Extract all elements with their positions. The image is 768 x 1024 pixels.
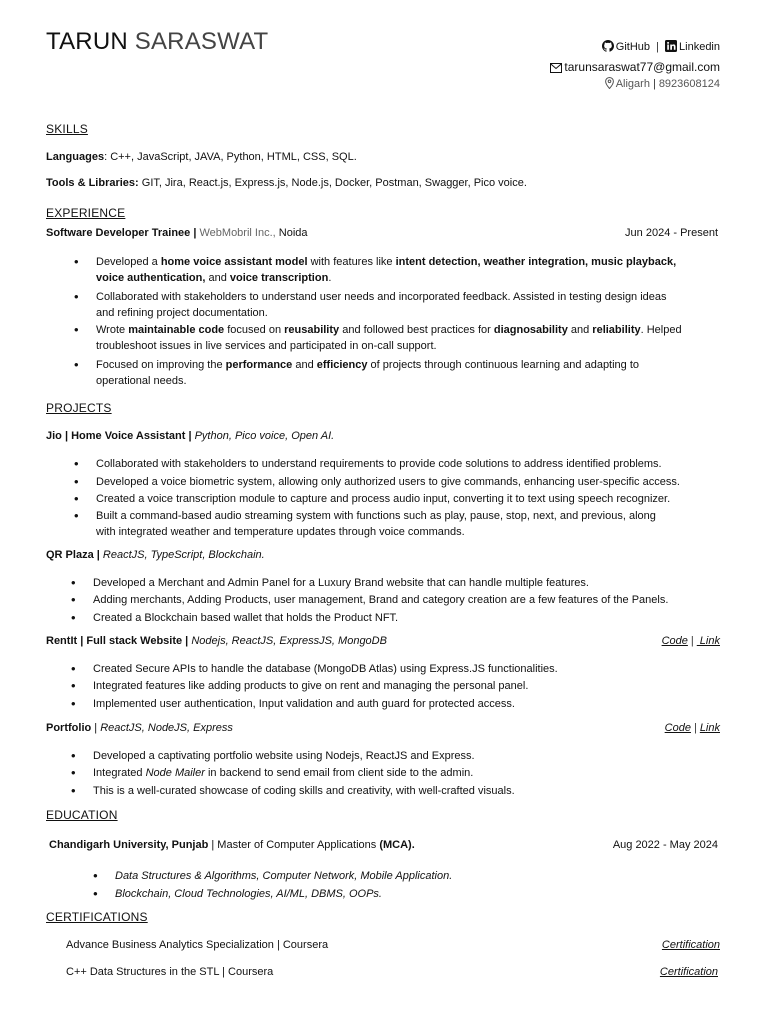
link-divider: | bbox=[690, 635, 694, 647]
link-divider: | bbox=[656, 41, 659, 53]
project-title-rentit bbox=[46, 635, 387, 647]
candidate-name bbox=[46, 28, 268, 56]
social-links bbox=[602, 40, 720, 55]
project-name: QR Plaza | bbox=[46, 549, 100, 561]
project-bullet: • Developed a voice biometric system, allowing only authorized users to give commands, enhancing user-specific access. bbox=[96, 474, 721, 490]
experience-heading: EXPERIENCE bbox=[46, 206, 126, 220]
tools-value: GIT, Jira, React.js, Express.js, Node.js, Docker, Postman, Swagger, Pico voice. bbox=[138, 177, 527, 189]
text: Focused on improving the bbox=[96, 359, 226, 371]
text: and followed best practices for bbox=[339, 324, 494, 336]
portfolio-live-link[interactable]: Link bbox=[699, 722, 720, 734]
text: Developed a bbox=[96, 256, 161, 268]
certification-name: Advance Business Analytics Specialization | Coursera bbox=[66, 939, 329, 951]
text: Built a command-based audio streaming system with functions such as play, pause, stop, next, and previous, along bbox=[96, 510, 656, 522]
github-icon bbox=[602, 40, 614, 55]
project-tech: Nodejs, ReactJS, ExpressJS, MongoDB bbox=[188, 635, 387, 647]
location-row bbox=[605, 77, 720, 92]
project-tech: Python, Pico voice, Open AI. bbox=[191, 430, 335, 442]
certification-link[interactable]: Certification bbox=[659, 966, 718, 978]
certification-name: C++ Data Structures in the STL | Coursera bbox=[66, 966, 274, 978]
project-bullet: • Implemented user authentication, Input validation and auth guard for protected access. bbox=[93, 696, 718, 712]
separator: | bbox=[91, 722, 98, 734]
text: . Helped bbox=[640, 324, 682, 336]
course-item: • Blockchain, Cloud Technologies, AI/ML, DBMS, OOPs. bbox=[115, 886, 715, 902]
text: and refining project documentation. bbox=[96, 307, 268, 319]
portfolio-links bbox=[665, 722, 720, 734]
projects-heading: PROJECTS bbox=[46, 401, 112, 415]
text: reliability bbox=[592, 324, 641, 336]
text: Integrated bbox=[93, 767, 146, 779]
email-link[interactable]: tarunsaraswat77@gmail.com bbox=[564, 60, 720, 74]
email-row bbox=[550, 60, 720, 76]
skills-languages bbox=[46, 151, 357, 163]
project-tech: ReactJS, NodeJS, Express bbox=[97, 722, 233, 734]
link-divider: | bbox=[693, 722, 697, 734]
location-divider: | bbox=[652, 78, 656, 90]
text: diagnosability bbox=[493, 324, 568, 336]
experience-date: Jun 2024 - Present bbox=[625, 227, 718, 239]
text: performance bbox=[225, 359, 293, 371]
text: and bbox=[292, 359, 317, 371]
project-bullet bbox=[96, 508, 721, 540]
text: troubleshoot issues in live services and participated in on-call support. bbox=[96, 340, 437, 352]
text: with features like bbox=[307, 256, 396, 268]
text: with integrated weather and temperature updates through voice commands. bbox=[96, 526, 465, 538]
text: and bbox=[205, 272, 230, 284]
project-tech: ReactJS, TypeScript, Blockchain. bbox=[99, 549, 265, 561]
experience-bullet bbox=[96, 289, 721, 321]
experience-role-line bbox=[46, 227, 308, 239]
certification-link[interactable]: Certification bbox=[661, 939, 720, 951]
education-date: Aug 2022 - May 2024 bbox=[612, 839, 718, 851]
project-title-qrplaza bbox=[46, 549, 265, 561]
project-title-jio bbox=[46, 430, 334, 442]
linkedin-icon bbox=[665, 40, 677, 55]
text: home voice assistant model bbox=[160, 256, 308, 268]
certifications-heading: CERTIFICATIONS bbox=[46, 910, 148, 924]
project-bullet: • Integrated features like adding products to give on rent and managing the personal panel. bbox=[93, 678, 718, 694]
project-name: RentIt | Full stack Website | bbox=[46, 635, 189, 647]
role-title: Software Developer Trainee | bbox=[46, 227, 197, 239]
project-bullet: • Created a voice transcription module to capture and process audio input, converting it to text using speech recognizer. bbox=[96, 491, 721, 507]
job-location: Noida bbox=[278, 227, 308, 239]
location: Aligarh bbox=[615, 78, 650, 90]
text: Wrote bbox=[96, 324, 129, 336]
text: voice transcription bbox=[229, 272, 329, 284]
mail-icon bbox=[550, 62, 562, 76]
degree-short: (MCA). bbox=[379, 839, 415, 851]
text: operational needs. bbox=[96, 375, 187, 387]
skills-heading: SKILLS bbox=[46, 122, 88, 136]
location-pin-icon bbox=[605, 77, 614, 92]
last-name: SARASWAT bbox=[134, 28, 269, 55]
project-bullet: • Developed a Merchant and Admin Panel for a Luxury Brand website that can handle multiple features. bbox=[93, 575, 718, 591]
experience-bullet bbox=[96, 254, 716, 286]
project-bullet: • Created a Blockchain based wallet that holds the Product NFT. bbox=[93, 610, 718, 626]
experience-bullet bbox=[96, 322, 721, 354]
project-bullet: • Developed a captivating portfolio website using Nodejs, ReactJS and Express. bbox=[93, 748, 718, 764]
project-bullet: • Collaborated with stakeholders to understand requirements to provide code solutions to address identified problems. bbox=[96, 456, 721, 472]
phone: 8923608124 bbox=[658, 78, 720, 90]
tools-label: Tools & Libraries: bbox=[46, 177, 139, 189]
text: and bbox=[567, 324, 593, 336]
education-heading: EDUCATION bbox=[46, 808, 118, 822]
company-name: WebMobril Inc., bbox=[199, 227, 276, 239]
rentit-links bbox=[662, 635, 720, 647]
project-bullet: • Adding merchants, Adding Products, user management, Brand and category creation are a few features of the Panels. bbox=[93, 592, 718, 608]
school-name: Chandigarh University, Punjab bbox=[49, 839, 209, 851]
education-line bbox=[49, 839, 415, 851]
project-name: Jio | Home Voice Assistant | bbox=[46, 430, 192, 442]
degree: | Master of Computer Applications bbox=[208, 839, 380, 851]
text: efficiency bbox=[316, 359, 368, 371]
text: focused on bbox=[224, 324, 285, 336]
experience-bullet bbox=[96, 357, 721, 389]
project-name: Portfolio bbox=[46, 722, 92, 734]
linkedin-link[interactable]: Linkedin bbox=[679, 41, 720, 53]
rentit-live-link[interactable]: Link bbox=[696, 635, 720, 647]
text: of projects through continuous learning and adapting to bbox=[367, 359, 640, 371]
text: . bbox=[328, 272, 332, 284]
text: voice authentication, bbox=[96, 272, 206, 284]
text: reusability bbox=[284, 324, 340, 336]
github-link[interactable]: GitHub bbox=[615, 41, 651, 53]
languages-label: Languages bbox=[46, 151, 105, 163]
languages-value: : C++, JavaScript, JAVA, Python, HTML, CSS, SQL. bbox=[104, 151, 357, 163]
skills-tools bbox=[46, 177, 527, 189]
text: maintainable code bbox=[128, 324, 225, 336]
project-bullet bbox=[93, 765, 718, 781]
rentit-code-link[interactable]: Code bbox=[661, 635, 688, 647]
text: intent detection, weather integration, music playback, bbox=[395, 256, 677, 268]
course-item: • Data Structures & Algorithms, Computer Network, Mobile Application. bbox=[115, 868, 715, 884]
project-title-portfolio bbox=[46, 722, 233, 734]
text: Node Mailer bbox=[145, 767, 205, 779]
text: in backend to send email from client side to the admin. bbox=[204, 767, 474, 779]
first-name: TARUN bbox=[46, 28, 128, 55]
portfolio-code-link[interactable]: Code bbox=[664, 722, 691, 734]
text: Collaborated with stakeholders to understand user needs and incorporated feedback. Assisted in testing design ideas bbox=[96, 291, 667, 303]
project-bullet: • This is a well-curated showcase of coding skills and creativity, with well-crafted visuals. bbox=[93, 783, 718, 799]
project-bullet: • Created Secure APIs to handle the database (MongoDB Atlas) using Express.JS functionalities. bbox=[93, 661, 718, 677]
